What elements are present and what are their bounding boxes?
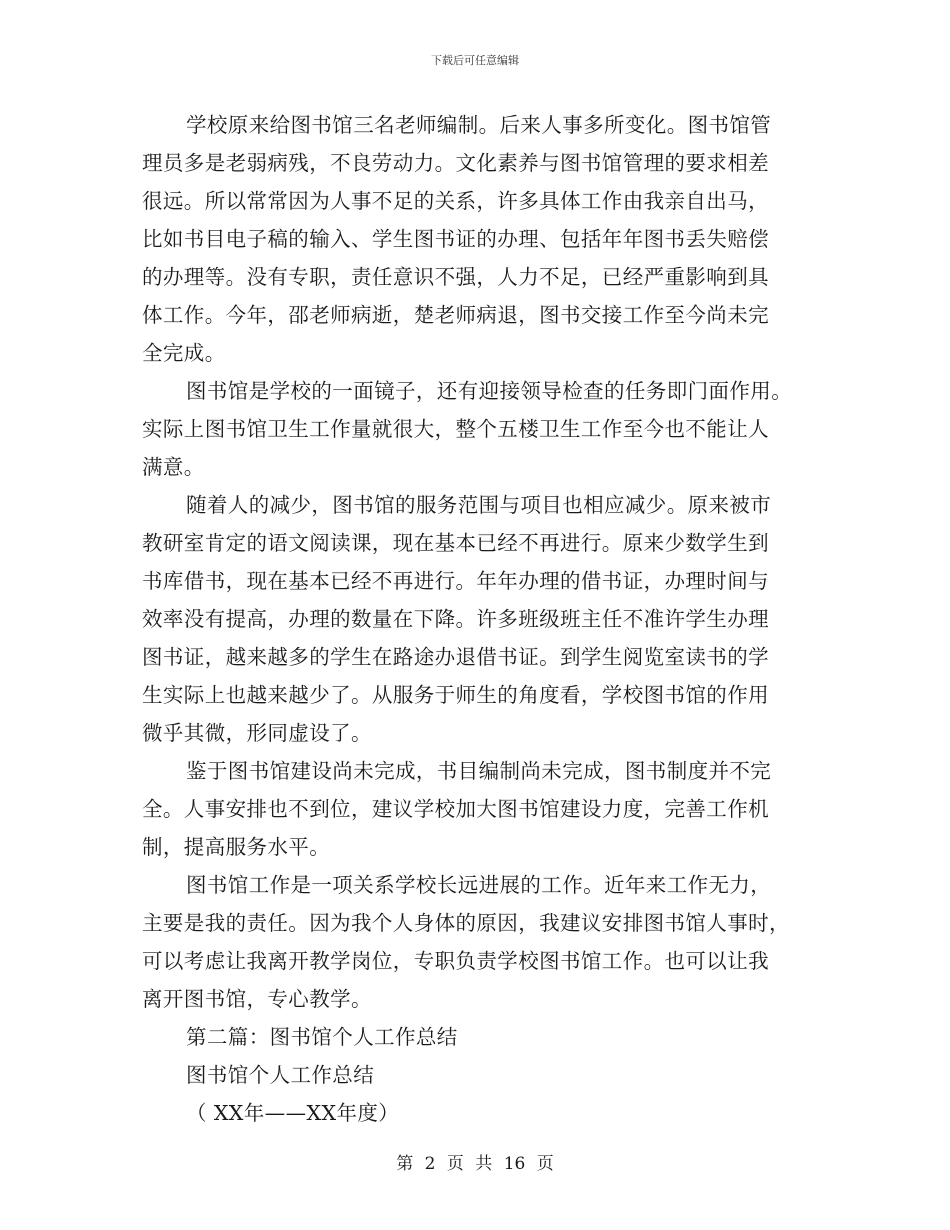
text-line: 满意。: [142, 455, 205, 479]
text-line: 微乎其微，形同虚设了。: [142, 721, 372, 745]
text-line: 实际上图书馆卫生工作量就很大，整个五楼卫生工作至今也不能让人: [142, 417, 769, 441]
text-line: 生实际上也越来越少了。从服务于师生的角度看，学校图书馆的作用: [142, 683, 769, 707]
text-line: 比如书目电子稿的输入、学生图书证的办理、包括年年图书丢失赔偿: [142, 227, 769, 251]
section-period: （ XX年——XX年度）: [186, 1101, 400, 1125]
document-body: [142, 106, 812, 1132]
text-line: 学校原来给图书馆三名老师编制。后来人事多所变化。图书馆管: [186, 113, 772, 137]
text-line: 图书证，越来越多的学生在路途办退借书证。到学生阅览室读书的学: [142, 645, 769, 669]
text-line: 制，提高服务水平。: [142, 835, 331, 859]
text-line: 图书馆工作是一项关系学校长远进展的工作。近年来工作无力，: [186, 873, 772, 897]
text-line: 的办理等。没有专职，责任意识不强，人力不足，已经严重影响到具: [142, 265, 769, 289]
section-title: 图书馆个人工作总结: [186, 1063, 375, 1087]
text-line: 离开图书馆，专心教学。: [142, 987, 372, 1011]
text-line: 理员多是老弱病残，不良劳动力。文化素养与图书馆管理的要求相差: [142, 151, 769, 175]
page-header: 下载后可任意编辑: [431, 54, 519, 67]
text-line: 主要是我的责任。因为我个人身体的原因，我建议安排图书馆人事时，: [142, 911, 790, 935]
text-line: 书库借书，现在基本已经不再进行。年年办理的借书证，办理时间与: [142, 569, 769, 593]
text-line: 可以考虑让我离开教学岗位，专职负责学校图书馆工作。也可以让我: [142, 949, 769, 973]
text-line: 全完成。: [142, 341, 226, 365]
text-line: 体工作。今年，邵老师病逝，楚老师病退，图书交接工作至今尚未完: [142, 303, 769, 327]
text-line: 全。人事安排也不到位，建议学校加大图书馆建设力度，完善工作机: [142, 797, 769, 821]
text-line: 效率没有提高，办理的数量在下降。许多班级班主任不准许学生办理: [142, 607, 769, 631]
text-line: 图书馆是学校的一面镜子，还有迎接领导检查的任务即门面作用。: [186, 379, 793, 403]
page-number: 第 2 页 共 16 页: [396, 1154, 554, 1174]
text-line: 随着人的减少，图书馆的服务范围与项目也相应减少。原来被市: [186, 493, 772, 517]
text-line: 鉴于图书馆建设尚未完成，书目编制尚未完成，图书制度并不完: [186, 759, 772, 783]
text-line: 很远。所以常常因为人事不足的关系，许多具体工作由我亲自出马，: [142, 189, 769, 213]
text-line: 教研室肯定的语文阅读课，现在基本已经不再进行。原来少数学生到: [142, 531, 769, 555]
section-heading: 第二篇：图书馆个人工作总结: [186, 1025, 458, 1049]
